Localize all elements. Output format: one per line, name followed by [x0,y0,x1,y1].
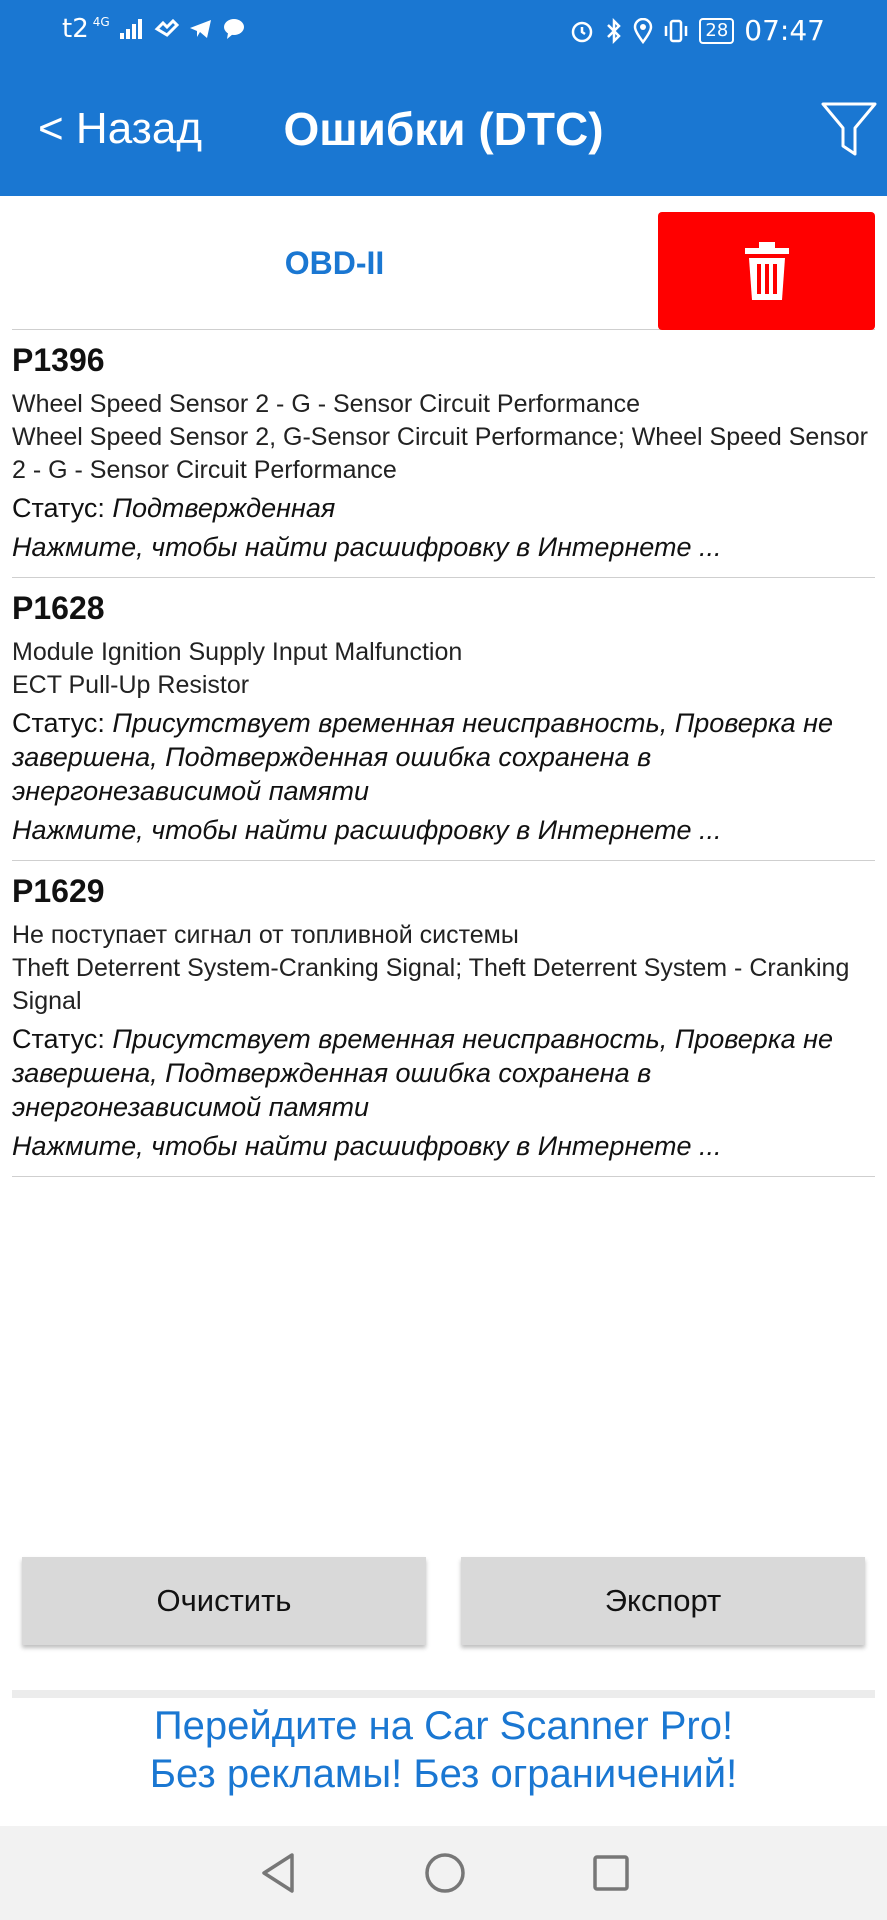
dtc-code: P1629 [12,873,105,909]
battery-indicator: 28 [699,18,734,44]
status-right [569,14,825,47]
dtc-code: P1396 [12,342,105,378]
status-label: Статус: [12,493,105,523]
carrier-label: t2 [62,14,89,44]
tab-obd-ii[interactable]: OBD-II [284,244,385,281]
clock: 07:47 [744,14,825,47]
back-button[interactable]: < Назад [38,104,202,153]
dtc-item[interactable] [12,578,875,861]
dtc-description-alt: ECT Pull-Up Resistor [12,671,250,699]
location-icon [633,18,653,44]
telegram-icon [188,17,214,41]
filter-icon[interactable] [819,98,879,160]
export-button[interactable]: Экспорт [461,1557,865,1645]
dtc-description-alt: Theft Deterrent System-Cranking Signal; Theft Deterrent System - Cranking Signal [12,954,850,1015]
tab-row [12,196,875,330]
search-online-link[interactable]: Нажмите, чтобы найти расшифровку в Интернете ... [12,815,722,845]
dtc-item[interactable] [12,861,875,1177]
clear-button[interactable]: Очистить [22,1557,426,1645]
promo-line-2: Без рекламы! Без ограничений! [149,1752,738,1796]
status-label: Статус: [12,1024,105,1054]
system-nav-bar [0,1826,887,1920]
status-value: Присутствует временная неисправность, Проверка не завершена, Подтвержденная ошибка сохранена в энергонезависимой памяти [12,1024,833,1122]
alarm-icon [569,18,595,44]
square-recents-icon[interactable] [590,1852,632,1894]
chat-bubble-icon [222,17,246,41]
dtc-status [12,1022,875,1124]
promo-line-1: Перейдите на Car Scanner Pro! [153,1704,734,1748]
promo-banner[interactable] [0,1702,887,1798]
network-type: 4G [92,15,110,29]
app-bar [0,62,887,196]
dtc-item[interactable] [12,330,875,578]
bluetooth-icon [605,18,623,44]
triangle-back-icon[interactable] [256,1850,300,1896]
trash-icon [743,240,791,302]
status-label: Статус: [12,708,105,738]
dtc-list [12,330,875,1177]
dtc-description: Не поступает сигнал от топливной системы [12,921,519,949]
search-online-link[interactable]: Нажмите, чтобы найти расшифровку в Интернете ... [12,532,722,562]
search-online-link[interactable]: Нажмите, чтобы найти расшифровку в Интернете ... [12,1131,722,1161]
dtc-code: P1628 [12,590,105,626]
divider [12,1690,875,1698]
vibrate-icon [663,18,689,44]
circle-home-icon[interactable] [422,1850,468,1896]
dtc-status [12,491,875,525]
dtc-description-alt: Wheel Speed Sensor 2, G-Sensor Circuit Performance; Wheel Speed Sensor 2 - G - Sensor Circuit Performance [12,423,868,484]
status-left [62,14,246,44]
page-title: Ошибки (DTC) [283,103,604,155]
status-value: Подтвержденная [112,493,336,523]
app-notification-icon [154,17,180,41]
signal-icon [118,17,146,41]
delete-button[interactable] [658,212,875,330]
status-value: Присутствует временная неисправность, Проверка не завершена, Подтвержденная ошибка сохранена в энергонезависимой памяти [12,708,833,806]
dtc-status [12,706,875,808]
dtc-description: Wheel Speed Sensor 2 - G - Sensor Circuit Performance [12,390,641,418]
dtc-description: Module Ignition Supply Input Malfunction [12,638,463,666]
status-bar [0,0,887,62]
